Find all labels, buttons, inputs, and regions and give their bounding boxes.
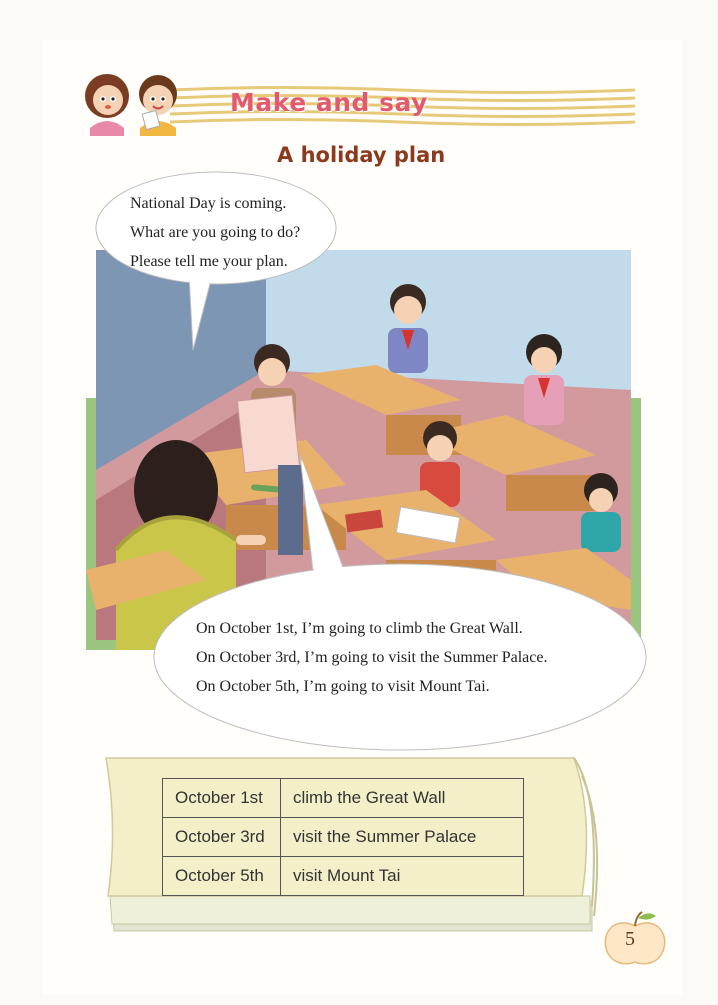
student-speech-text	[196, 614, 547, 701]
student-line: On October 3rd, I’m going to visit the Summer Palace.	[196, 649, 548, 666]
apple-icon	[600, 910, 670, 968]
teacher-line: What are you going to do?	[130, 224, 301, 241]
kids-mascot-icon	[80, 68, 190, 136]
plan-date-cell: October 1st	[163, 779, 281, 818]
teacher-speech-text	[130, 189, 300, 276]
table-row	[163, 818, 524, 857]
plan-activity-cell: visit the Summer Palace	[281, 818, 524, 857]
table-row	[163, 779, 524, 818]
teacher-line: Please tell me your plan.	[130, 253, 288, 270]
table-row	[163, 857, 524, 896]
page-subtitle: A holiday plan	[277, 143, 446, 167]
holiday-plan-table	[162, 778, 524, 896]
plan-activity-cell: climb the Great Wall	[281, 779, 524, 818]
plan-date-cell: October 3rd	[163, 818, 281, 857]
page-number: 5	[625, 928, 635, 950]
section-title: Make and say	[230, 88, 428, 117]
plan-activity-cell: visit Mount Tai	[281, 857, 524, 896]
student-line: On October 5th, I’m going to visit Mount Tai.	[196, 678, 490, 695]
teacher-line: National Day is coming.	[130, 195, 287, 212]
student-line: On October 1st, I’m going to climb the Great Wall.	[196, 620, 523, 637]
plan-date-cell: October 5th	[163, 857, 281, 896]
